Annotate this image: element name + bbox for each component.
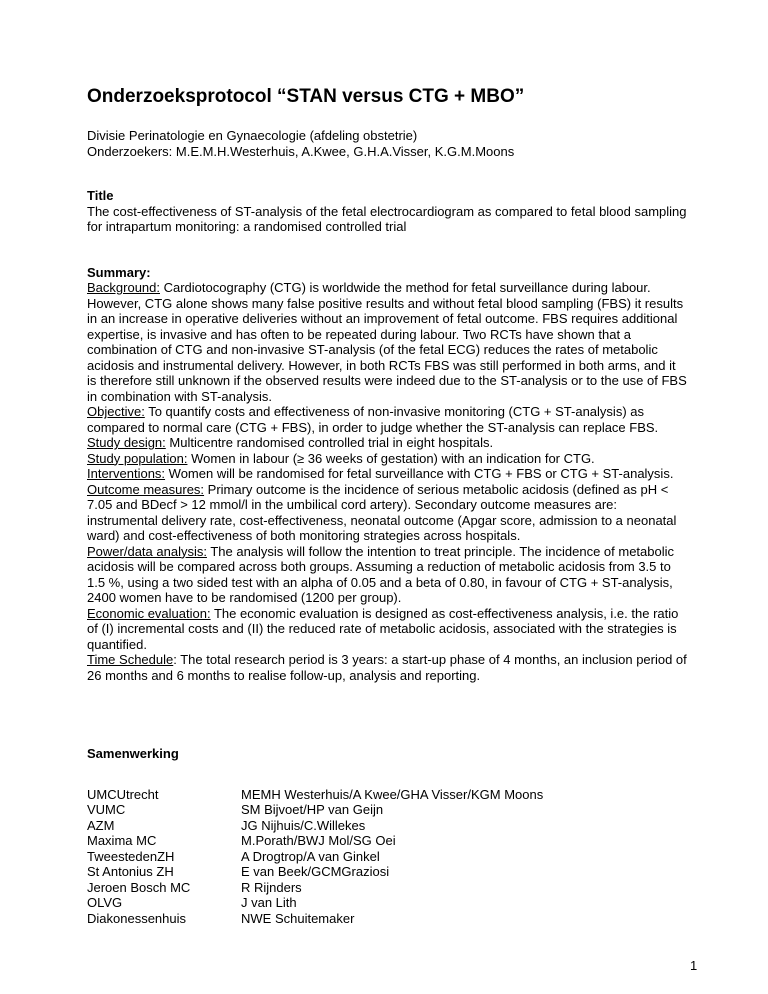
document-title: Onderzoeksprotocol “STAN versus CTG + MBO”: [87, 86, 525, 107]
hospital-name: OLVG: [87, 895, 123, 910]
summary-text: Women will be randomised for fetal surveillance with CTG + FBS or CTG + ST-analysis.: [165, 466, 674, 481]
summary-body: [87, 280, 687, 683]
summary-label: Time Schedule: [87, 652, 174, 667]
summary-label: Interventions:: [87, 466, 166, 481]
collaboration-table: [87, 787, 687, 927]
hospital-name: Maxima MC: [87, 833, 157, 848]
summary-label: Objective:: [87, 404, 145, 419]
page-number: 1: [690, 958, 698, 973]
summary-text: Primary outcome is the incidence of serious metabolic acidosis (defined as pH < 7.05 and BDecf > 12 mmol/l in the umbilical cord artery). Secondary outcome measures are: instrumental delivery rate, cost-effectiveness, neonatal outcome (Apgar score, admission to a neonatal ward) and cost-effectiveness of both monitoring strategies across hospitals.: [87, 481, 677, 543]
summary-text: Women in labour (≥ 36 weeks of gestation) with an indication for CTG.: [187, 450, 595, 466]
summary-item: [87, 606, 687, 653]
hospital-name: St Antonius ZH: [87, 864, 174, 879]
hospital-name: UMCUtrecht: [87, 786, 159, 802]
hospital-people: E van Beek/GCMGraziosi: [241, 864, 390, 879]
summary-item: [87, 404, 687, 435]
hospital-people: NWE Schuitemaker: [241, 910, 355, 926]
summary-heading: Summary:: [87, 264, 151, 280]
division-line: Divisie Perinatologie en Gynaecologie (afdeling obstetrie): [87, 128, 418, 143]
summary-item: [87, 652, 687, 683]
hospital-people: J van Lith: [241, 895, 297, 910]
summary-label: Study population:: [87, 450, 188, 466]
hospital-name: TweestedenZH: [87, 848, 175, 864]
title-heading: Title: [87, 188, 114, 203]
summary-item: [87, 482, 687, 544]
summary-label: Power/data analysis:: [87, 543, 207, 559]
collaboration-heading: Samenwerking: [87, 746, 179, 761]
summary-item: [87, 435, 687, 451]
hospital-name: VUMC: [87, 802, 126, 817]
summary-text: The economic evaluation is designed as cost-effectiveness analysis, i.e. the ratio of (I) incremental costs and (II) the reduced rate of metabolic acidosis, associated with the strategies is quantified.: [87, 605, 679, 652]
summary-item: [87, 544, 687, 606]
summary-text: The analysis will follow the intention to treat principle. The incidence of metabolic acidosis will be compared across both groups. Assuming a reduction of metabolic acidosis from 3.5 to 1.5 %, using a two sided test with an alpha of 0.05 and a beta of 0.80, in favour of CTG + ST-analysis, 2400 women have to be randomised (1200 per group).: [87, 543, 675, 605]
summary-label: Outcome measures:: [87, 481, 205, 497]
document-page: [87, 86, 687, 926]
hospital-people: M.Porath/BWJ Mol/SG Oei: [241, 833, 396, 848]
summary-label: Study design:: [87, 435, 166, 450]
hospital-people: A Drogtrop/A van Ginkel: [241, 848, 380, 864]
hospital-name: Jeroen Bosch MC: [87, 879, 191, 895]
hospital-people: SM Bijvoet/HP van Geijn: [241, 802, 384, 817]
hospital-name: Diakonessenhuis: [87, 910, 187, 926]
summary-text: Multicentre randomised controlled trial in eight hospitals.: [165, 435, 494, 450]
hospital-people: MEMH Westerhuis/A Kwee/GHA Visser/KGM Moons: [241, 786, 544, 802]
summary-item: [87, 280, 687, 404]
summary-item: [87, 451, 687, 467]
summary-text: : The total research period is 3 years: a start-up phase of 4 months, an inclusion period of 26 months and 6 months to realise follow-up, analysis and reporting.: [87, 652, 687, 683]
investigators-line: Onderzoekers: M.E.M.H.Westerhuis, A.Kwee, G.H.A.Visser, K.G.M.Moons: [87, 143, 515, 159]
summary-label: Economic evaluation:: [87, 605, 211, 621]
hospital-people: R Rijnders: [241, 879, 302, 895]
title-text: The cost-effectiveness of ST-analysis of the fetal electrocardiogram as compared to fetal blood sampling for intrapartum monitoring: a randomised controlled trial: [87, 203, 687, 234]
summary-item: [87, 466, 687, 482]
hospital-name: AZM: [87, 817, 115, 833]
summary-text: To quantify costs and effectiveness of non-invasive monitoring (CTG + ST-analysis) as compared to normal care (CTG + FBS), in order to judge whether the ST-analysis can replace FBS.: [87, 404, 659, 435]
summary-label: Background:: [87, 280, 160, 295]
summary-text: Cardiotocography (CTG) is worldwide the method for fetal surveillance during labour. However, CTG alone shows many false positive results and without fetal blood sampling (FBS) it results in an increase in operative deliveries without an improvement of fetal outcome. FBS requires additional expertise, is invasive and has often to be repeated during labour. Two RCTs have shown that a combination of CTG and non-invasive ST-analysis (of the fetal ECG) reduces the rates of metabolic acidosis and instrumental delivery. However, in both RCTs FBS was still performed in both arms, and it is therefore still unknown if the observed results were indeed due to the ST-analysis or to the use of FBS in combination with ST-analysis.: [87, 280, 687, 404]
hospital-people: JG Nijhuis/C.Willekes: [241, 817, 366, 833]
